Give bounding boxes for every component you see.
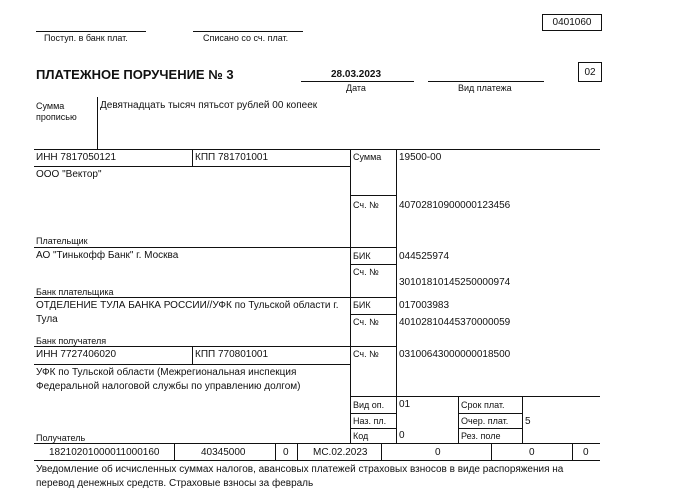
payer-kpp: КПП 781701001	[195, 152, 269, 163]
tax-divider-6	[572, 443, 573, 460]
payee-label: Получатель	[36, 433, 86, 443]
payee-account-label: Сч. №	[353, 349, 379, 359]
tax-kbk: 18210201000011000160	[49, 447, 160, 458]
payment-type-label: Вид платежа	[458, 83, 512, 93]
tax-period: МС.02.2023	[313, 447, 368, 458]
payer-kpp-divider	[192, 149, 193, 166]
status-code: 02	[584, 66, 596, 78]
amount-words-label-2: прописью	[36, 112, 77, 122]
payee-bank-label: Банк получателя	[36, 336, 107, 346]
document-date: 28.03.2023	[331, 69, 382, 80]
payer-bank-label: Банк плательщика	[36, 287, 114, 297]
tax-oktmo: 40345000	[201, 447, 246, 458]
payer-corr-account-label: Сч. №	[353, 267, 379, 277]
op-divider-1	[458, 396, 459, 443]
code-value: 0	[399, 430, 405, 441]
payer-label: Плательщик	[36, 236, 88, 246]
reserve-field-label: Рез. поле	[461, 431, 501, 441]
grid-line-396	[350, 396, 600, 397]
date-label: Дата	[346, 83, 366, 93]
grid-line-195	[350, 195, 396, 196]
form-code-box	[542, 14, 602, 31]
debited-line	[193, 31, 303, 32]
payee-kpp-divider	[192, 346, 193, 364]
payee-inn: ИНН 7727406020	[36, 349, 117, 360]
payer-account: 40702810900000123456	[399, 200, 511, 211]
tax-type: 0	[583, 447, 589, 458]
status-code-box	[578, 62, 602, 82]
payee-name: УФК по Тульской области (Межрегиональная инспекция Федеральной налоговой службы по управлению долгом)	[36, 367, 301, 392]
payer-name: ООО "Вектор"	[36, 169, 102, 180]
amount-words-divider	[97, 97, 98, 149]
amount-words-label-1: Сумма	[36, 101, 65, 111]
payee-account: 03100643000000018500	[399, 349, 511, 360]
payee-bik: 017003983	[399, 300, 450, 311]
tax-divider-4	[381, 443, 382, 460]
payment-term-label: Срок плат.	[461, 400, 505, 410]
grid-line-346	[34, 346, 396, 347]
payment-order-value: 5	[525, 416, 531, 427]
code-label: Код	[353, 431, 369, 441]
payee-corr-account: 40102810445370000059	[399, 317, 511, 328]
payer-corr-account: 30101810145250000974	[399, 277, 511, 288]
main-divider-1	[350, 149, 351, 443]
grid-line-428	[350, 428, 396, 429]
form-code: 0401060	[552, 17, 592, 28]
grid-line-428b	[458, 428, 522, 429]
amount-label: Сумма	[353, 152, 382, 162]
grid-line-247	[34, 247, 396, 248]
grid-line-460	[34, 460, 600, 461]
tax-divider-3	[297, 443, 298, 460]
op-divider-2	[522, 396, 523, 443]
payer-bik-label: БИК	[353, 251, 371, 261]
tax-divider-1	[174, 443, 175, 460]
grid-line-166	[34, 166, 350, 167]
tax-divider-5	[491, 443, 492, 460]
payment-purpose: Уведомление об исчисленных суммах налогов, авансовых платежей страховых взносов в виде распоряжения на перевод денежных средств. Страховые взносы за февраль	[36, 464, 564, 489]
tax-divider-2	[275, 443, 276, 460]
payee-kpp: КПП 770801001	[195, 349, 269, 360]
grid-line-364	[34, 364, 350, 365]
date-line	[301, 81, 414, 82]
payee-corr-account-label: Сч. №	[353, 317, 379, 327]
payment-purpose-label: Наз. пл.	[353, 416, 387, 426]
payer-bank-name: АО "Тинькофф Банк" г. Москва	[36, 250, 179, 261]
main-divider-2	[396, 149, 397, 443]
grid-line-413	[350, 413, 396, 414]
payment-order-label: Очер. плат.	[461, 416, 509, 426]
amount-words: Девятнадцать тысяч пятьсот рублей 00 копеек	[100, 100, 318, 111]
op-type-value: 01	[399, 399, 411, 410]
payer-account-label: Сч. №	[353, 200, 379, 210]
payer-inn: ИНН 7817050121	[36, 152, 117, 163]
payee-bank-name: ОТДЕЛЕНИЕ ТУЛА БАНКА РОССИИ//УФК по Тульской области г. Тула	[36, 300, 339, 325]
payment-type-line	[428, 81, 544, 82]
payee-bik-label: БИК	[353, 300, 371, 310]
amount-value: 19500-00	[399, 152, 442, 163]
tax-doc-number: 0	[435, 447, 441, 458]
received-bank-line	[36, 31, 146, 32]
tax-doc-date: 0	[529, 447, 535, 458]
grid-line-413b	[458, 413, 522, 414]
grid-line-297	[34, 297, 396, 298]
grid-line-443	[34, 443, 600, 444]
received-bank-label: Поступ. в банк плат.	[44, 33, 128, 43]
tax-basis: 0	[283, 447, 289, 458]
grid-line-264	[350, 264, 396, 265]
page-title: ПЛАТЕЖНОЕ ПОРУЧЕНИЕ № 3	[36, 67, 234, 82]
grid-line-314	[350, 314, 396, 315]
payer-bik: 044525974	[399, 251, 450, 262]
debited-label: Списано со сч. плат.	[203, 33, 289, 43]
op-type-label: Вид оп.	[353, 400, 385, 410]
grid-line-149	[34, 149, 600, 150]
